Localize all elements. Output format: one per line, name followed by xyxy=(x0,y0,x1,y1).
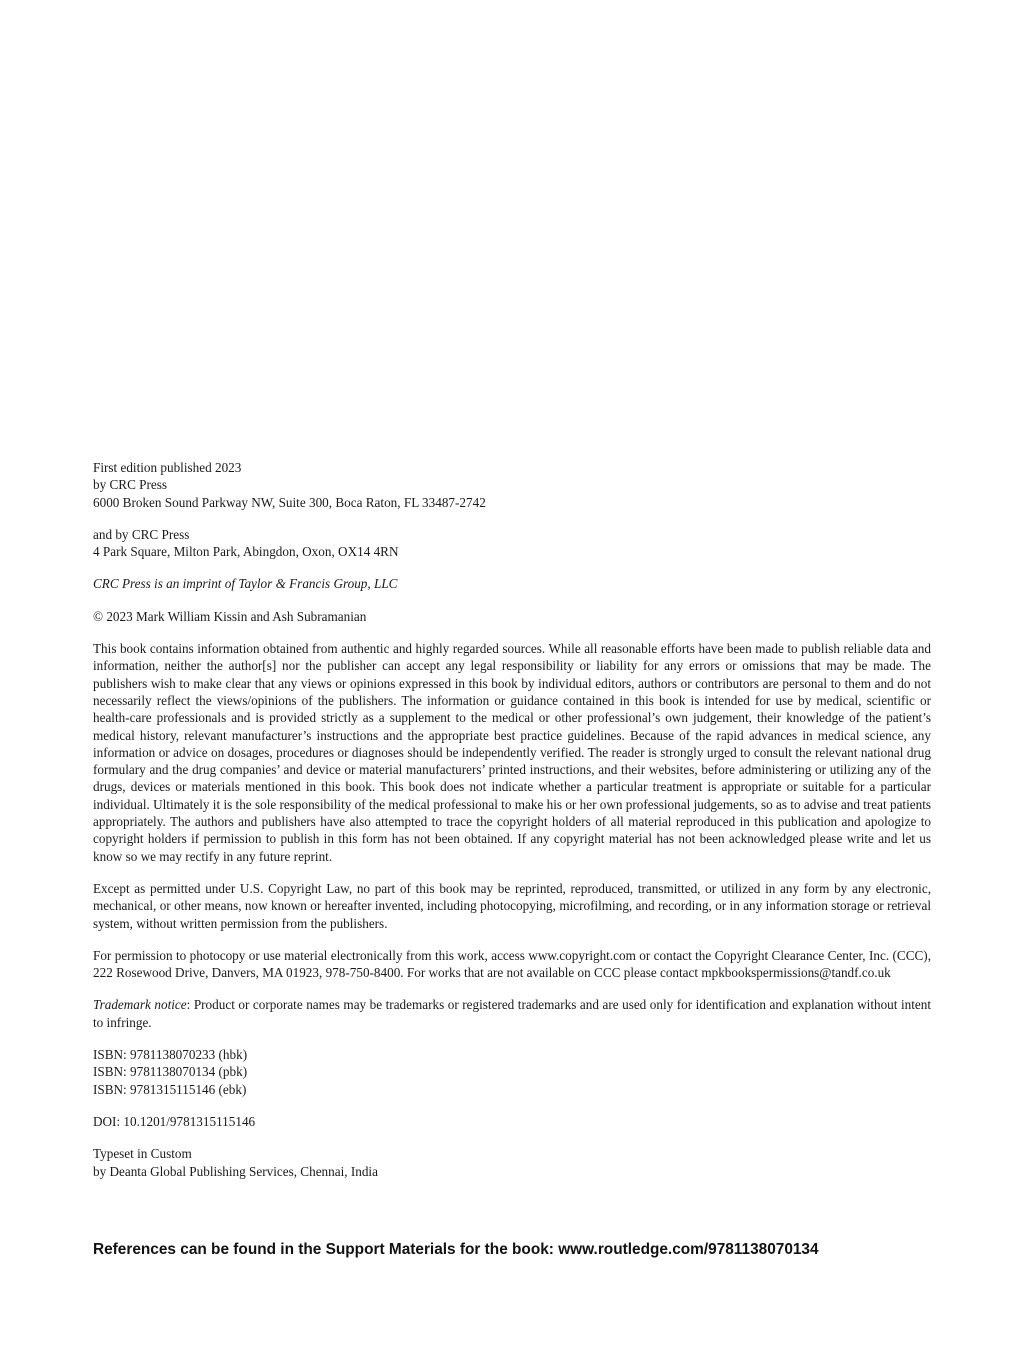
disclaimer-paragraph: This book contains information obtained from authentic and highly regarded sources. While all reasonable efforts have been made to publish reliable data and information, neither the author[s] nor the publisher can accept any legal responsibility or liability for any errors or omissions that may be made. The publishers wish to make clear that any views or opinions expressed in this book by individual editors, authors or contributors are personal to them and do not necessarily reflect the views/opinions of the publishers. The information or guidance contained in this book is intended for use by medical, scientific or health-care professionals and is provided strictly as a supplement to the medical or other professional’s own judgement, their knowledge of the patient’s medical history, relevant manufacturer’s instructions and the appropriate best practice guidelines. Because of the rapid advances in medical science, any information or advice on dosages, procedures or diagnoses should be independently verified. The reader is strongly urged to consult the relevant national drug formulary and the drug companies’ and device or material manufacturers’ printed instructions, and their websites, before administering or utilizing any of the drugs, devices or materials mentioned in this book. This book does not indicate whether a particular treatment is appropriate or suitable for a particular individual. Ultimately it is the sole responsibility of the medical professional to make his or her own professional judgements, so as to advise and treat patients appropriately. The authors and publishers have also attempted to trace the copyright holders of all material reproduced in this publication and apologize to copyright holders if permission to publish in this form has not been obtained. If any copyright material has not been acknowledged please write and let us know so we may rectify in any future reprint. xyxy=(93,641,931,864)
publisher-uk-info xyxy=(93,526,931,561)
typeset-info xyxy=(93,1145,931,1180)
isbn-pbk: ISBN: 9781138070134 (pbk) xyxy=(93,1064,248,1080)
permission-paragraph: For permission to photocopy or use material electronically from this work, access www.copyright.com or contact the Copyright Clearance Center, Inc. (CCC), 222 Rosewood Drive, Danvers, MA 01923, 978-750-8400. For works that are not available on CCC please contact mpkbookspermissions@tandf.co.uk xyxy=(93,947,931,981)
trademark-label: Trademark notice xyxy=(93,997,187,1013)
typeset-line-1: Typeset in Custom xyxy=(93,1146,192,1162)
isbn-hbk: ISBN: 9781138070233 (hbk) xyxy=(93,1047,248,1063)
isbn-ebk: ISBN: 9781315115146 (ebk) xyxy=(93,1081,247,1097)
doi-line: DOI: 10.1201/9781315115146 xyxy=(93,1113,256,1129)
publisher-address-uk: 4 Park Square, Milton Park, Abingdon, Oxon, OX14 4RN xyxy=(93,544,399,560)
isbn-list xyxy=(93,1046,931,1098)
publisher-line: by CRC Press xyxy=(93,477,168,493)
copyright-page-body xyxy=(93,459,931,1180)
publisher-address-us: 6000 Broken Sound Parkway NW, Suite 300, Boca Raton, FL 33487-2742 xyxy=(93,494,486,510)
imprint-statement: CRC Press is an imprint of Taylor & Francis Group, LLC xyxy=(93,576,398,592)
publication-info xyxy=(93,459,931,511)
typeset-line-2: by Deanta Global Publishing Services, Chennai, India xyxy=(93,1163,378,1179)
edition-line: First edition published 2023 xyxy=(93,460,242,475)
copyright-notice: © 2023 Mark William Kissin and Ash Subramanian xyxy=(93,608,367,624)
references-note: References can be found in the Support Materials for the book: www.routledge.com/9781138070134 xyxy=(93,1241,819,1258)
trademark-paragraph xyxy=(93,996,931,1031)
trademark-text: : Product or corporate names may be trademarks or registered trademarks and are used only for identification and explanation without intent to infringe. xyxy=(93,997,932,1030)
and-by-line: and by CRC Press xyxy=(93,526,190,542)
copyright-law-paragraph: Except as permitted under U.S. Copyright Law, no part of this book may be reprinted, reproduced, transmitted, or utilized in any form by any electronic, mechanical, or other means, now known or hereafter invented, including photocopying, microfilming, and recording, or in any information storage or retrieval system, without written permission from the publishers. xyxy=(93,880,931,931)
